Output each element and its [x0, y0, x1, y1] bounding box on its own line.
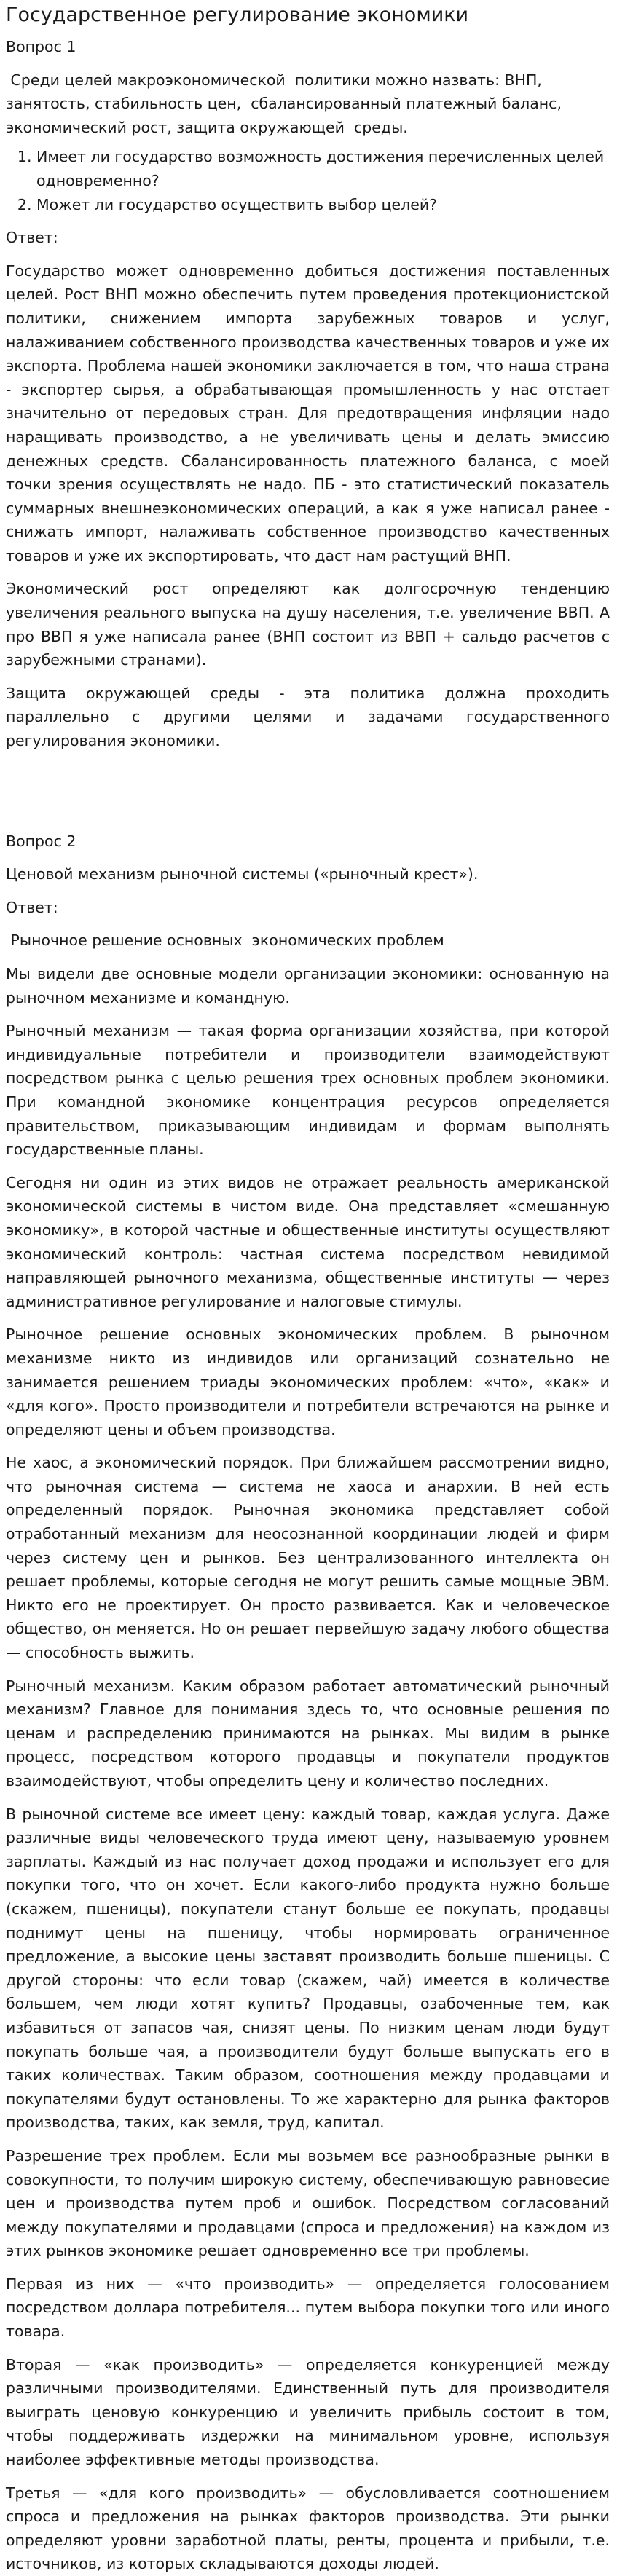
- question-1-label: Вопрос 1: [6, 38, 76, 55]
- answer-2-paragraph-7: В рыночной системе все имеет цену: каждый товар, каждая услуга. Даже различные виды человеческого труда имеют цену, называемую уровнем зарплаты. Каждый из нас получает доход продажи и использует его для покупки того, что он хочет. Если какого-либо продукта нужно больше (скажем, пшеницы), покупатели станут больше ее покупать, продавцы поднимут цены на пшеницу, чтобы нормировать ограниченное предложение, а высокие цены заставят производить больше пшеницы. С другой стороны: что если товар (скажем, чай) имеется в количестве большем, чем люди хотят купить? Продавцы, озабоченные тем, как избавиться от запасов чая, снизят цены. По низким ценам люди будут покупать больше чая, а производители будут больше выпускать его в таких количествах. Таким образом, соотношения между продавцами и покупателями будут остановлены. То же характерно для рынка факторов производства, таких, как земля, труд, капитал.: [6, 1805, 610, 2132]
- answer-2-label: Ответ:: [6, 898, 58, 916]
- answer-1-paragraph-2: Экономический рост определяют как долгосрочную тенденцию увеличения реального выпуска на душу населения, т.е. увеличение ВВП. А про ВВП я уже написала ранее (ВНП состоит из ВВП + сальдо расчетов с зарубежными странами).: [6, 580, 610, 669]
- answer-1-paragraph-3: Защита окружающей среды - эта политика должна проходить параллельно с другими целями и задачами государственного регулирования экономики.: [6, 684, 610, 750]
- answer-2-paragraph-5: Не хаос, а экономический порядок. При ближайшем рассмотрении видно, что рыночная система — система не хаоса и анархии. В ней есть определенный порядок. Рыночная экономика представляет собой отработанный механизм для неосознанной координации людей и фирм через систему цен и рынков. Без централизованного интеллекта он решает проблемы, которые сегодня не могут решить самые мощные ЭВМ. Никто его не проектирует. Он просто развивается. Как и человеческое общество, он меняется. Но он решает первейшую задачу любого общества — способность выжить.: [6, 1454, 610, 1662]
- answer-1-paragraph-1: Государство может одновременно добиться достижения поставленных целей. Рост ВНП можно обеспечить путем проведения протекционистской политики, снижением импорта зарубежных товаров и услуг, налаживанием собственного производства качественных товаров и уже их экспорта. Проблема нашей экономики заключается в том, что наша страна - экспортер сырья, а обрабатывающая промышленность у нас отстает значительно от передовых стран. Для предотвращения инфляции надо наращивать производство, а не увеличивать цены и делать эмиссию денежных средств. Сбалансированность платежного баланса, с моей точки зрения осуществлять не надо. ПБ - это статистический показатель суммарных внешнеэкономических операций, а как я уже написал ранее - снижать импорт, налаживать собственное производство качественных товаров и уже их экспортировать, что даст нам растущий ВНП.: [6, 261, 610, 564]
- answer-2-subtitle: Рыночное решение основных экономических проблем: [6, 931, 444, 950]
- answer-2-paragraph-2: Рыночный механизм — такая форма организации хозяйства, при которой индивидуальные потребители и производители взаимодействуют посредством рынка с целью решения трех основных проблем экономики. При командной экономике концентрация ресурсов определяется правительством, приказывающим индивидам и формам выполнять государственные планы.: [6, 1022, 610, 1159]
- question-1-list: [6, 145, 610, 216]
- answer-2-paragraph-3: Сегодня ни один из этих видов не отражает реальность американской экономической системы в чистом виде. Она представляет «смешанную экономику», в которой частные и общественные институты осуществляют экономический контроль: частная система посредством невидимой направляющей рыночного механизма, общественные институты — через административное регулирование и налоговые стимулы.: [6, 1173, 610, 1310]
- answer-2-paragraph-4: Рыночное решение основных экономических проблем. В рыночном механизме никто из индивидов или организаций сознательно не занимается решением триады экономических проблем: «что», «как» и «для кого». Просто производители и потребители встречаются на рынке и определяют цены и объем производства.: [6, 1326, 610, 1438]
- question-2-label: Вопрос 2: [6, 832, 76, 850]
- answer-2-paragraph-8: Разрешение трех проблем. Если мы возьмем все разнообразные рынки в совокупности, то получим широкую систему, обеспечивающую равновесие цен и производства путем проб и ошибок. Посредством согласований между покупателями и продавцами (спроса и предложения) на каждом из этих рынков экономике решает одновременно все три проблемы.: [6, 2146, 610, 2260]
- question-2-topic: Ценовой механизм рыночной системы («рыночный крест»).: [6, 865, 479, 883]
- question-1-section: [6, 35, 610, 753]
- answer-2-paragraph-10: Вторая — «как производить» — определяется конкуренцией между различными производителями. Единственный путь для производителя выиграть ценовую конкуренцию и увеличить прибыль состоит в том, чтобы поддерживать издержки на минимальном уровне, используя наиболее эффективные методы производства.: [6, 2355, 610, 2469]
- answer-1-label: Ответ:: [6, 229, 58, 247]
- answer-2-paragraph-6: Рыночный механизм. Каким образом работает автоматический рыночный механизм? Главное для понимания здесь то, что основные решения по ценам и распределению принимаются на рынках. Мы видим в рынке процесс, посредством которого продавцы и покупатели продуктов взаимодействуют, чтобы определить цену и количество последних.: [6, 1677, 610, 1789]
- question-2-section: [6, 830, 610, 2576]
- question-1-intro: Среди целей макроэкономической политики можно назвать: ВНП, занятость, стабильность цен, сбалансированный платежный баланс, экономический рост, защита окружающей среды.: [6, 71, 567, 136]
- document-title: Государственное регулирование экономики: [6, 4, 469, 26]
- answer-2-paragraph-9: Первая из них — «что производить» — определяется голосованием посредством доллара потребителя... путем выбора покупки того или иного товара.: [6, 2274, 610, 2341]
- question-1-item-2: 2. Может ли государство осуществить выбор целей?: [36, 193, 610, 217]
- question-1-item-1: 1. Имеет ли государство возможность достижения перечисленных целей одновременно?: [36, 145, 610, 192]
- answer-2-paragraph-1: Мы видели две основные модели организации экономики: основанную на рыночном механизме и командную.: [6, 965, 610, 1007]
- answer-2-paragraph-11: Третья — «для кого производить» — обусловливается соотношением спроса и предложения на рынках факторов производства. Эти рынки определяют уровни заработной платы, ренты, процента и прибыли, т.е. источников, из которых складываются доходы людей.: [6, 2484, 610, 2573]
